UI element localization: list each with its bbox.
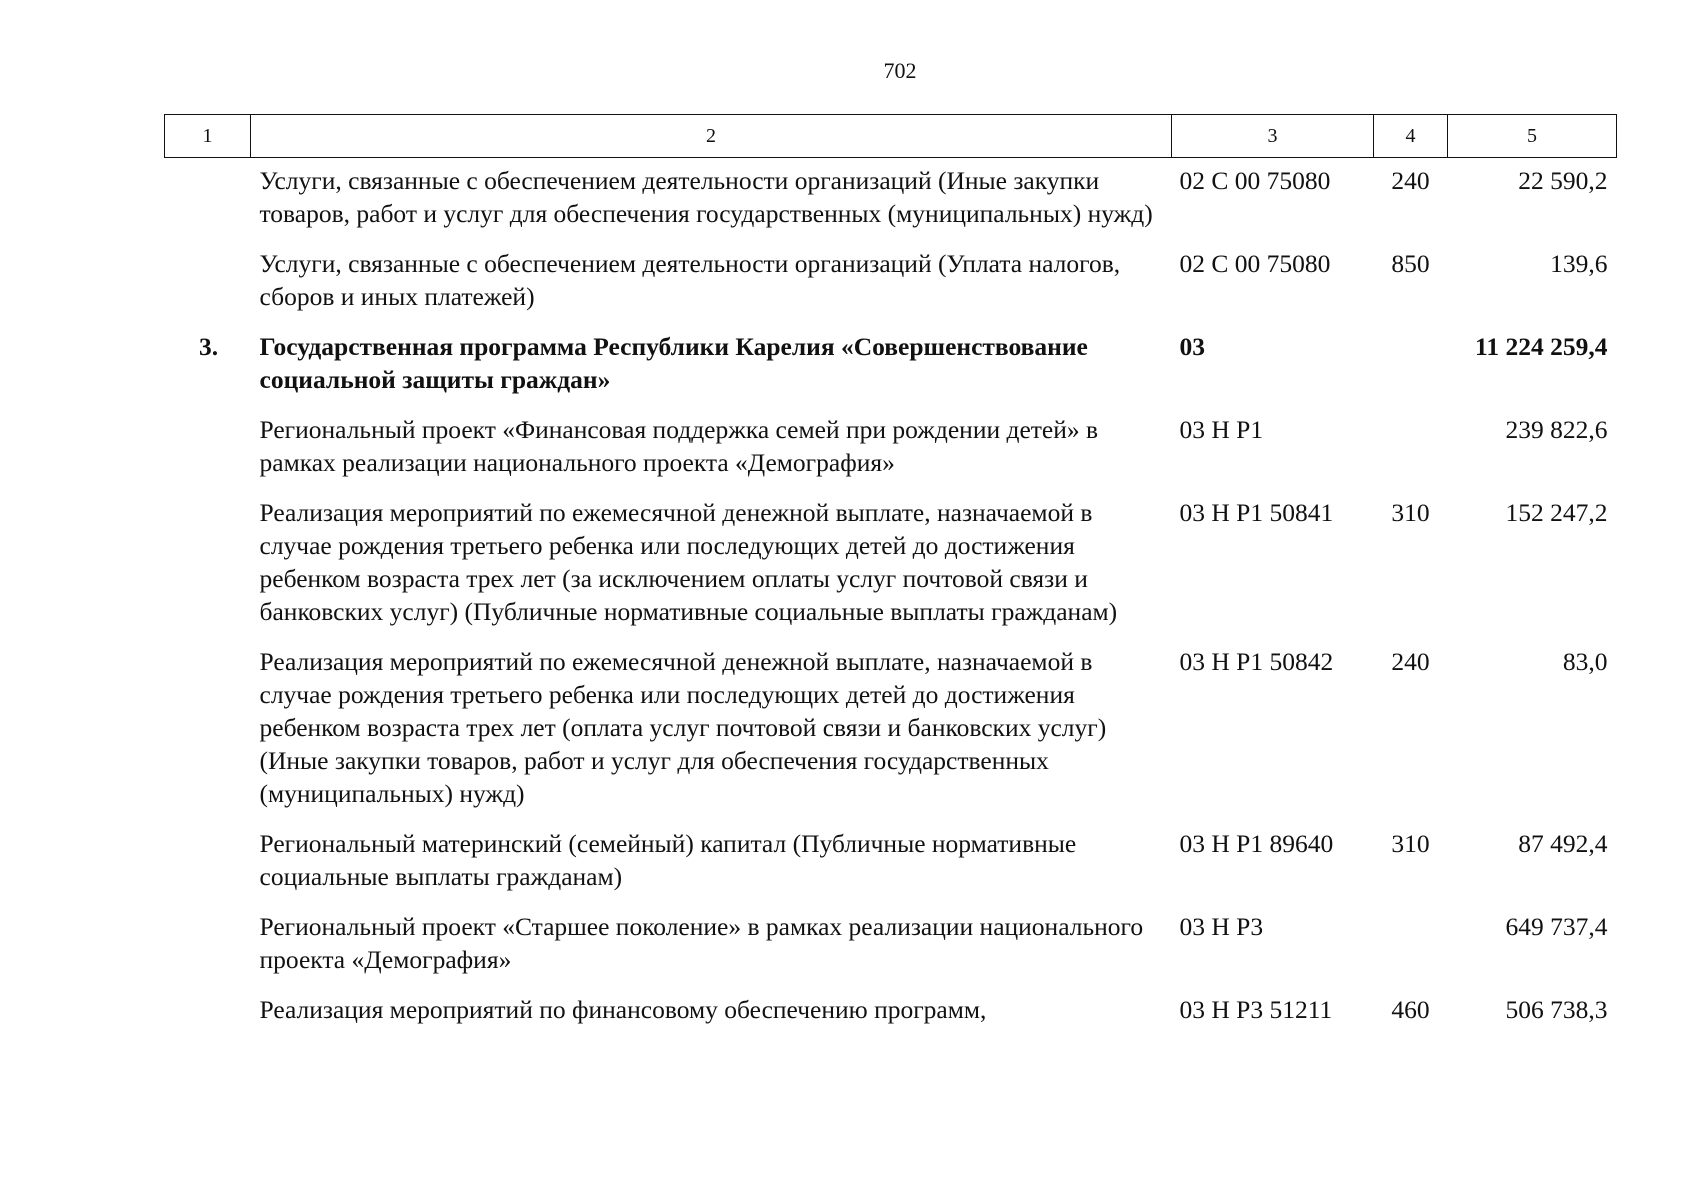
row-number — [165, 904, 251, 987]
row-code: 03 Н Р1 — [1179, 415, 1264, 444]
table-row — [165, 987, 1617, 1037]
row-amount: 649 737,4 — [1505, 912, 1608, 941]
table-header — [165, 115, 1617, 158]
table-body — [165, 158, 1617, 1038]
row-name: Реализация мероприятий по ежемесячной денежной выплате, назначаемой в случае рождения третьего ребенка или последующих детей до достижения ребенком возраста трех лет (за исключением оплаты услуг почтовой связи и банковских услуг) (Публичные нормативные социальные выплаты гражданам) — [259, 498, 1118, 626]
table-row — [165, 241, 1617, 324]
budget-table — [164, 114, 1617, 1037]
header-col-code: 3 — [1172, 115, 1374, 158]
row-amount: 139,6 — [1550, 249, 1608, 278]
row-name: Государственная программа Республики Карелия «Совершенствование социальной защиты граждан» — [259, 332, 1088, 394]
row-name: Региональный проект «Финансовая поддержка семей при рождении детей» в рамках реализации национального проекта «Демография» — [259, 415, 1099, 477]
row-number — [165, 407, 251, 490]
row-name: Услуги, связанные с обеспечением деятельности организаций (Иные закупки товаров, работ и услуг для обеспечения государственных (муниципальных) нужд) — [259, 166, 1153, 228]
table-row — [165, 490, 1617, 639]
row-number: 3. — [198, 332, 219, 361]
row-expense-type: 310 — [1391, 829, 1430, 858]
table-row — [165, 639, 1617, 821]
row-name: Реализация мероприятий по ежемесячной денежной выплате, назначаемой в случае рождения третьего ребенка или последующих детей до достижения ребенком возраста трех лет (оплата услуг почтовой связи и банковских услуг) (Иные закупки товаров, работ и услуг для обеспечения государственных (муниципальных) нужд) — [259, 647, 1107, 808]
row-code: 03 Н Р3 51211 — [1179, 995, 1333, 1024]
header-col-number: 1 — [165, 115, 251, 158]
row-code: 03 Н Р1 50841 — [1179, 498, 1334, 527]
row-code: 03 Н Р3 — [1179, 912, 1264, 941]
row-number — [165, 158, 251, 242]
row-amount: 22 590,2 — [1518, 166, 1608, 195]
row-expense-type: 310 — [1391, 498, 1430, 527]
table-row — [165, 324, 1617, 407]
row-name: Региональный материнский (семейный) капитал (Публичные нормативные социальные выплаты гражданам) — [259, 829, 1077, 891]
row-code: 03 Н Р1 89640 — [1179, 829, 1334, 858]
row-amount: 83,0 — [1562, 647, 1608, 676]
row-number — [165, 821, 251, 904]
header-col-amount: 5 — [1448, 115, 1617, 158]
row-name: Услуги, связанные с обеспечением деятельности организаций (Уплата налогов, сборов и иных платежей) — [259, 249, 1121, 311]
table-row — [165, 158, 1617, 242]
row-number — [165, 639, 251, 821]
row-amount: 87 492,4 — [1518, 829, 1608, 858]
row-name: Региональный проект «Старшее поколение» в рамках реализации национального проекта «Демография» — [259, 912, 1144, 974]
table-row — [165, 821, 1617, 904]
row-amount: 239 822,6 — [1505, 415, 1608, 444]
row-expense-type: 850 — [1391, 249, 1430, 278]
row-expense-type — [1374, 904, 1448, 987]
table-header-row — [165, 115, 1617, 158]
row-code: 02 С 00 75080 — [1179, 249, 1331, 278]
row-expense-type — [1374, 407, 1448, 490]
row-name: Реализация мероприятий по финансовому обеспечению программ, — [259, 995, 987, 1024]
row-amount: 11 224 259,4 — [1475, 332, 1608, 361]
row-expense-type: 240 — [1391, 647, 1430, 676]
table-row — [165, 407, 1617, 490]
row-amount: 506 738,3 — [1505, 995, 1608, 1024]
table-row — [165, 904, 1617, 987]
header-col-name: 2 — [251, 115, 1172, 158]
row-code: 03 Н Р1 50842 — [1179, 647, 1334, 676]
row-number — [165, 490, 251, 639]
header-col-expense-type: 4 — [1374, 115, 1448, 158]
row-expense-type: 460 — [1391, 995, 1430, 1024]
row-number — [165, 241, 251, 324]
row-amount: 152 247,2 — [1505, 498, 1608, 527]
row-expense-type — [1374, 324, 1448, 407]
page-number: 702 — [883, 58, 917, 83]
row-code: 03 — [1179, 332, 1205, 361]
row-code: 02 С 00 75080 — [1179, 166, 1331, 195]
row-expense-type: 240 — [1391, 166, 1430, 195]
row-number — [165, 987, 251, 1037]
